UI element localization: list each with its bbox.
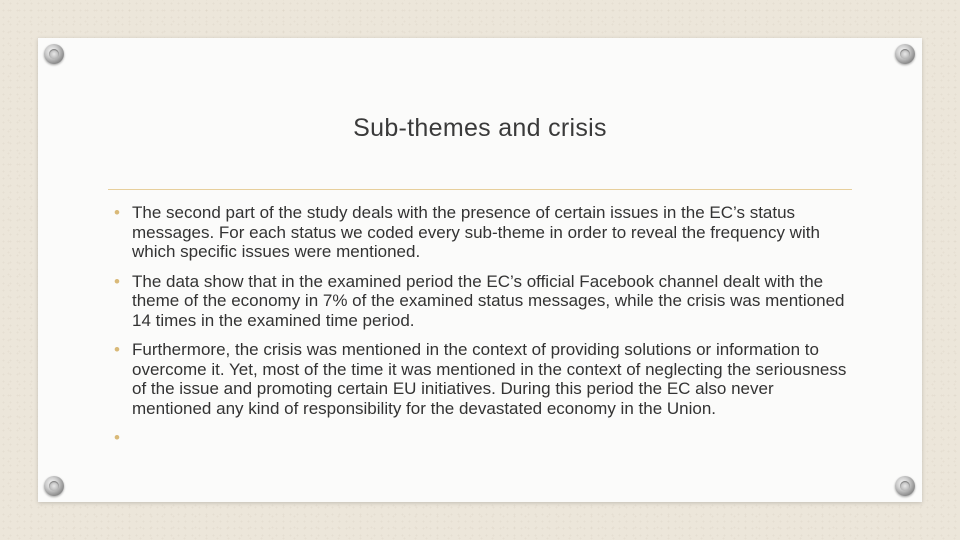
bullet-item	[114, 272, 854, 331]
bullet-icon: •	[114, 203, 120, 222]
bullet-text: The second part of the study deals with the presence of certain issues in the EC’s status messages. For each status we coded every sub-theme in order to reveal the frequency with which specific issues were mentioned.	[132, 203, 820, 261]
pushpin-icon	[44, 476, 64, 496]
pushpin-icon	[895, 44, 915, 64]
bullet-item	[114, 340, 854, 418]
bullet-list	[114, 203, 854, 447]
pushpin-icon	[895, 476, 915, 496]
slide-title: Sub-themes and crisis	[353, 114, 607, 142]
bullet-icon: •	[114, 271, 120, 291]
title-divider	[108, 189, 852, 190]
bullet-icon: •	[114, 428, 120, 447]
bullet-item	[114, 203, 854, 262]
bullet-icon: •	[114, 340, 120, 359]
bullet-text: The data show that in the examined period the EC’s official Facebook channel dealt with the theme of the economy in 7% of the examined status messages, while the crisis was mentioned 14 times in the examined time period.	[132, 271, 845, 330]
bullet-text: Furthermore, the crisis was mentioned in the context of providing solutions or information to overcome it. Yet, most of the time it was mentioned in the context of neglecting the seriousness of the issue and promoting certain EU initiatives. During this period the EC also never mentioned any kind of responsibility for the devastated economy in the Union.	[132, 340, 847, 418]
pushpin-icon	[44, 44, 64, 64]
